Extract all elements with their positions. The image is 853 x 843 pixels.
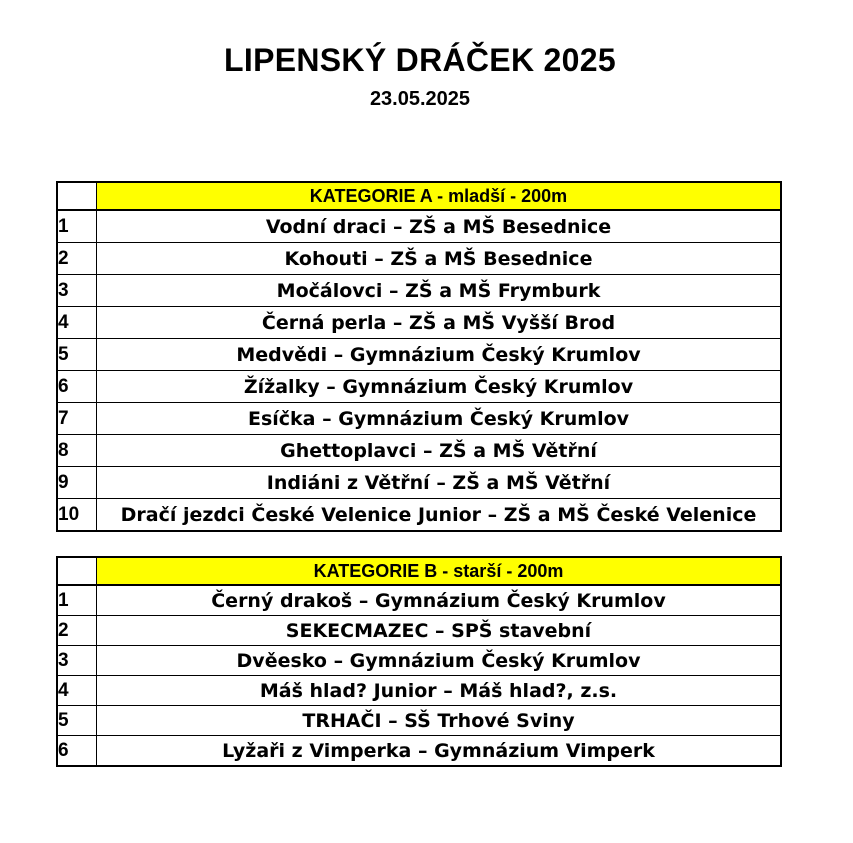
row-number: 1 [57,210,97,243]
table-row [57,403,781,435]
table-row [57,435,781,467]
category-heading: KATEGORIE B - starší - 200m [97,557,782,585]
table-row [57,585,781,616]
row-number: 2 [57,616,97,646]
team-name: Dračí jezdci České Velenice Junior – ZŠ a MŠ České Velenice [97,499,782,532]
table-row [57,243,781,275]
event-date: 23.05.2025 [369,88,471,110]
row-number: 4 [57,676,97,706]
row-number: 6 [57,736,97,767]
team-name: Máš hlad? Junior – Máš hlad?, z.s. [97,676,782,706]
row-number: 4 [57,307,97,339]
table-header-row [57,557,781,585]
team-name: Esíčka – Gymnázium Český Krumlov [97,403,782,435]
table-row [57,467,781,499]
team-name: Medvědi – Gymnázium Český Krumlov [97,339,782,371]
team-name: Černý drakoš – Gymnázium Český Krumlov [97,585,782,616]
team-name: Žížalky – Gymnázium Český Krumlov [97,371,782,403]
table-row [57,210,781,243]
team-name: Vodní draci – ZŠ a MŠ Besednice [97,210,782,243]
team-name: Černá perla – ZŠ a MŠ Vyšší Brod [97,307,782,339]
team-name: Dvěesko – Gymnázium Český Krumlov [97,646,782,676]
category-heading: KATEGORIE A - mladší - 200m [97,182,782,210]
table-row [57,736,781,767]
row-number: 1 [57,585,97,616]
team-name: TRHAČI – SŠ Trhové Sviny [97,706,782,736]
row-number: 10 [57,499,97,532]
row-number: 3 [57,275,97,307]
document-title: LIPENSKÝ DRÁČEK 2025 [224,42,616,78]
row-number: 8 [57,435,97,467]
team-name: Indiáni z Větřní – ZŠ a MŠ Větřní [97,467,782,499]
row-number: 3 [57,646,97,676]
table-row [57,706,781,736]
row-number: 6 [57,371,97,403]
table-row [57,616,781,646]
header-number-cell [57,182,97,210]
category-a-table [56,181,782,532]
table-row [57,339,781,371]
team-name: SEKECMAZEC – SPŠ stavební [97,616,782,646]
table-header-row [57,182,781,210]
table-row [57,499,781,532]
table-row [57,371,781,403]
table-row [57,676,781,706]
row-number: 2 [57,243,97,275]
row-number: 9 [57,467,97,499]
header-number-cell [57,557,97,585]
table-row [57,307,781,339]
team-name: Močálovci – ZŠ a MŠ Frymburk [97,275,782,307]
table-row [57,646,781,676]
category-b-table [56,556,782,767]
row-number: 5 [57,706,97,736]
team-name: Ghettoplavci – ZŠ a MŠ Větřní [97,435,782,467]
table-row [57,275,781,307]
row-number: 5 [57,339,97,371]
row-number: 7 [57,403,97,435]
team-name: Kohouti – ZŠ a MŠ Besednice [97,243,782,275]
team-name: Lyžaři z Vimperka – Gymnázium Vimperk [97,736,782,767]
